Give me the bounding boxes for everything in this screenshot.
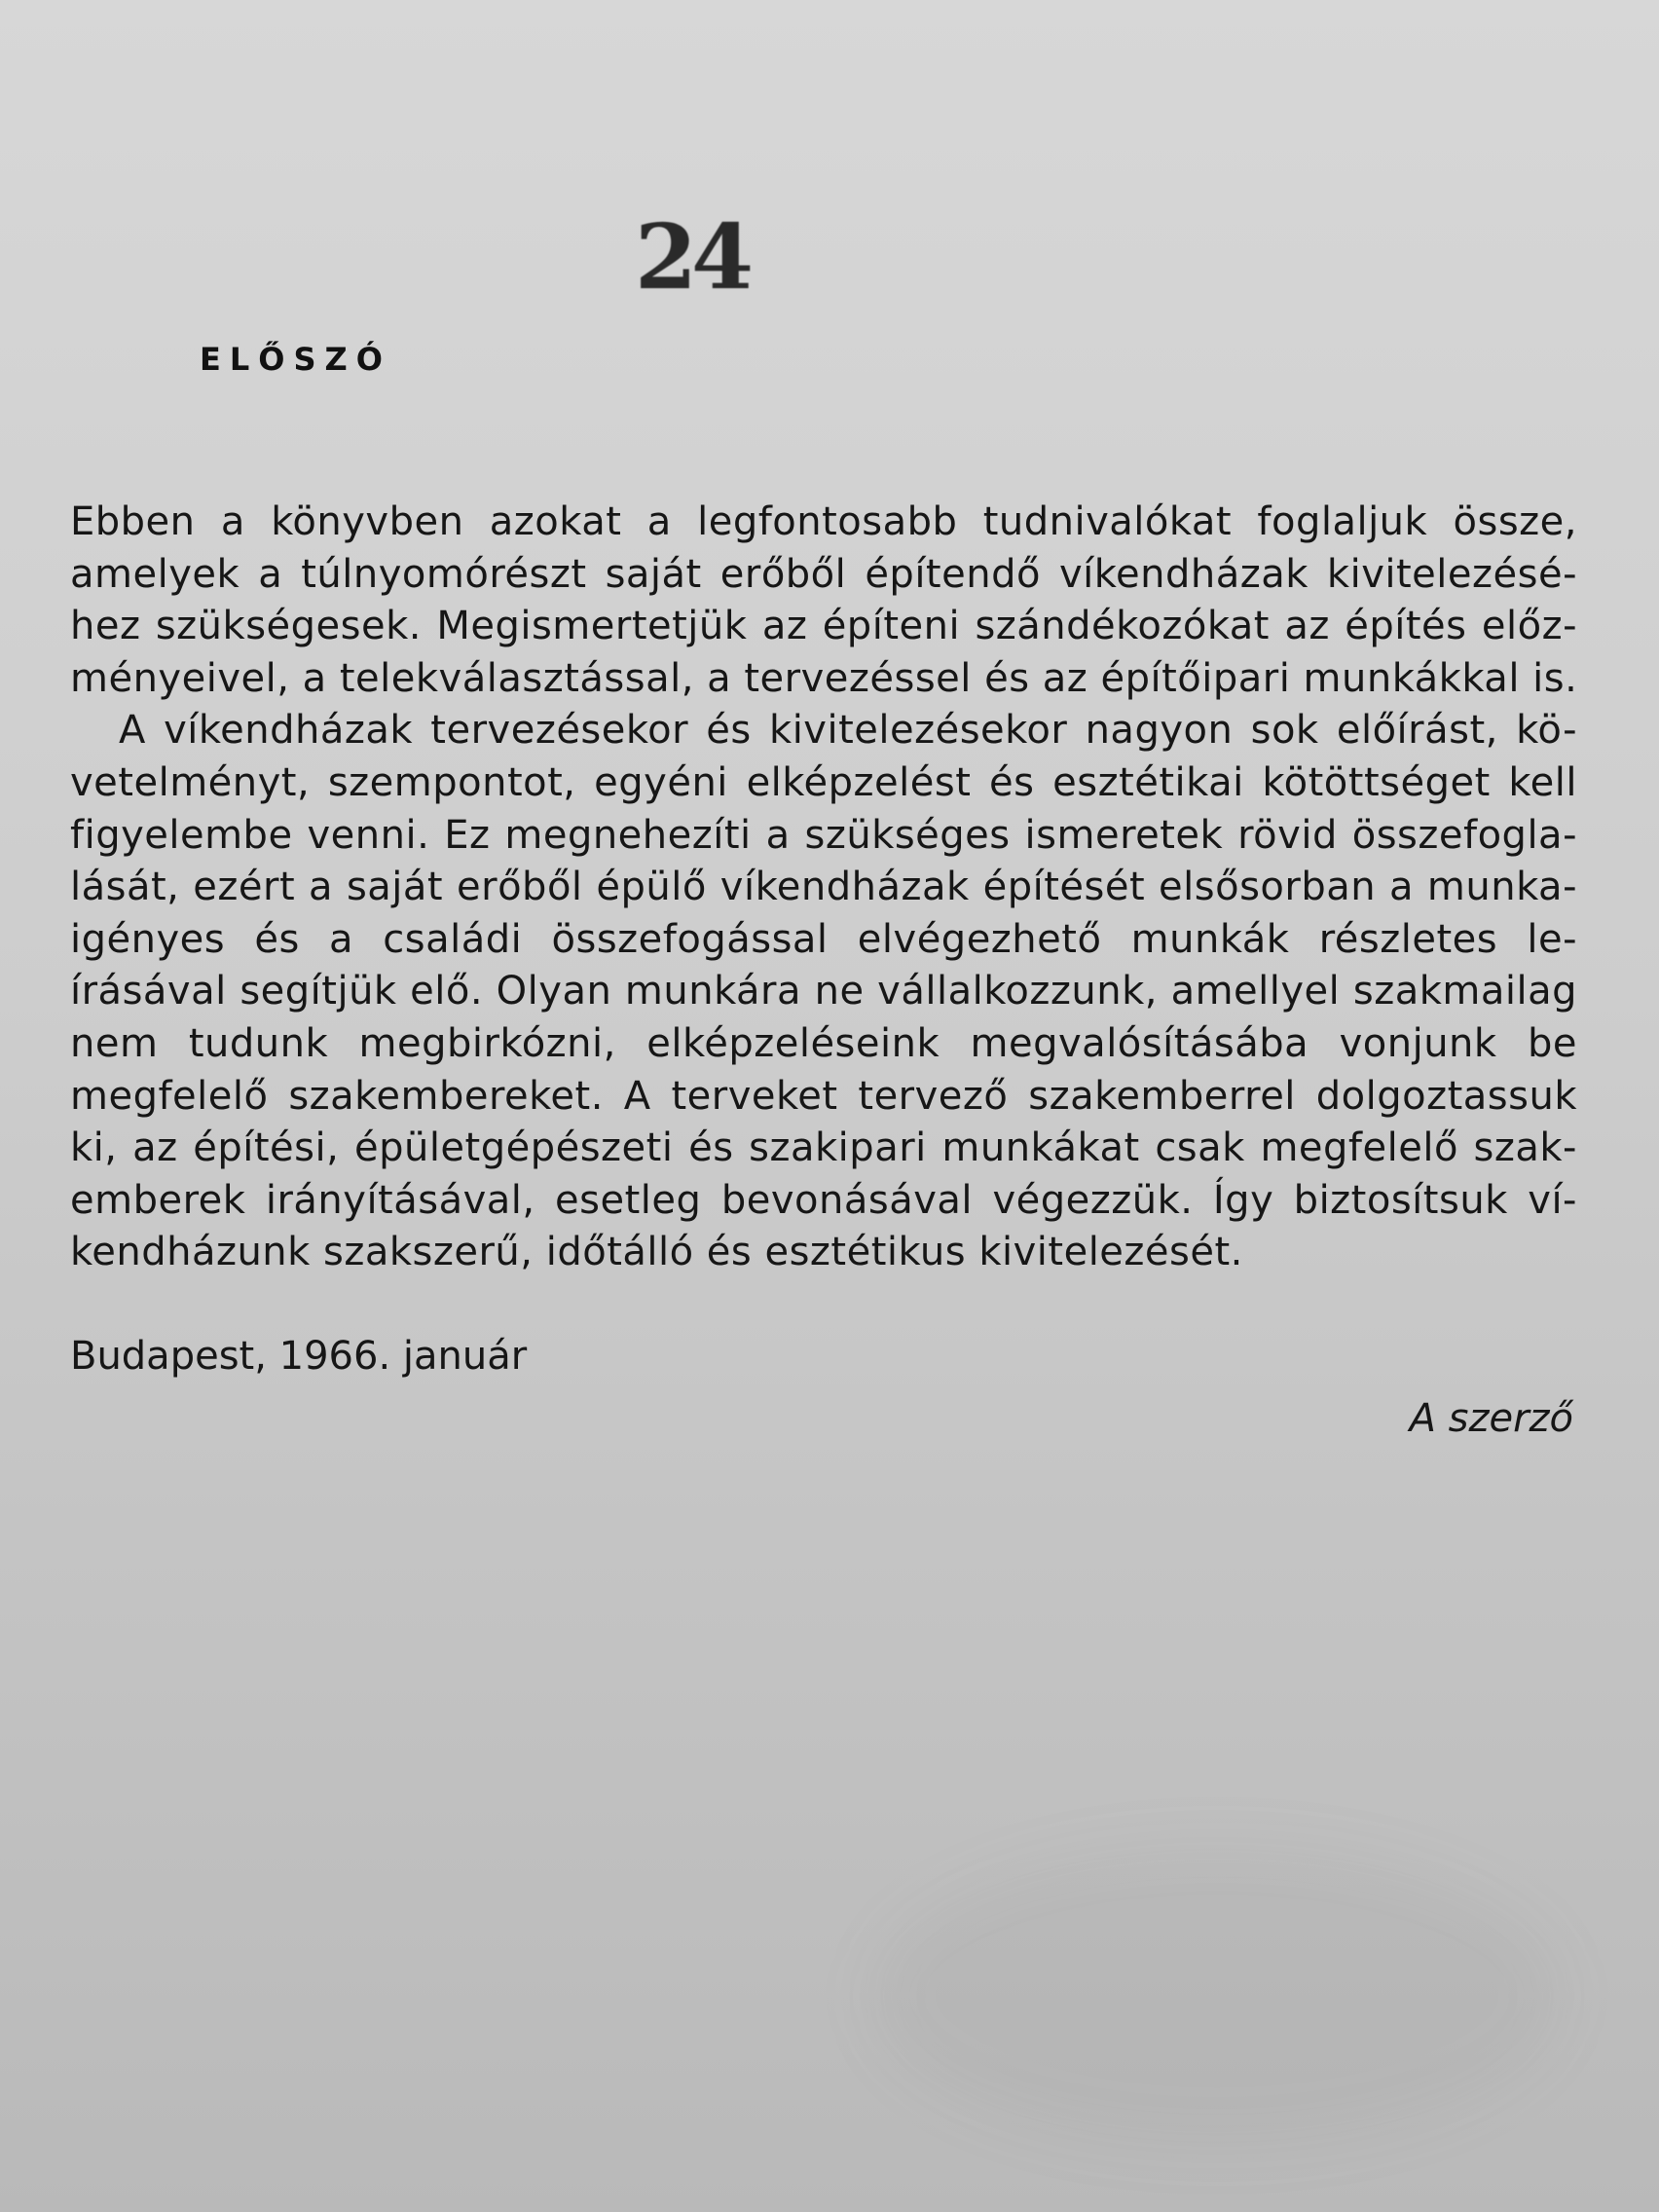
author-signature: A szerző	[1409, 1396, 1573, 1441]
background-smudge	[876, 1850, 1558, 2142]
body-line: nem tudunk megbirkózni, elképzeléseink megvalósításába vonjunk be	[70, 1020, 1577, 1066]
preface-body	[70, 497, 1577, 1279]
body-line: lását, ezért a saját erőből épülő víkendházak építését elsősorban a munka-	[70, 865, 1577, 910]
body-line: ki, az építési, épületgépészeti és szakipari munkákat csak megfelelő szak-	[70, 1125, 1577, 1171]
body-line: A víkendházak tervezésekor és kivitelezésekor nagyon sok előírást, kö-	[119, 708, 1577, 754]
body-line: ményeivel, a telekválasztással, a tervezéssel és az építőipari munkákkal is.	[70, 655, 1577, 701]
body-line: figyelembe venni. Ez megnehezíti a szükséges ismeretek rövid összefogla-	[70, 812, 1577, 858]
body-line: írásával segítjük elő. Olyan munkára ne vállalkozzunk, amellyel szakmailag	[70, 969, 1577, 1014]
place-and-date: Budapest, 1966. január	[70, 1334, 528, 1379]
body-line: amelyek a túlnyomórészt saját erőből építendő víkendházak kivitelezésé-	[70, 551, 1577, 597]
body-line: kendházunk szakszerű, időtálló és esztétikus kivitelezését.	[70, 1230, 1243, 1275]
body-line: hez szükségesek. Megismertetjük az építeni szándékozókat az építés előz-	[70, 604, 1577, 649]
body-line: Ebben a könyvben azokat a legfontosabb tudnivalókat foglaljuk össze,	[70, 499, 1577, 544]
page-number-stamp: 24	[635, 204, 749, 310]
body-line: igényes és a családi összefogással elvégezhető munkák részletes le-	[70, 916, 1577, 962]
section-heading: ELŐSZÓ	[200, 341, 391, 378]
body-line: megfelelő szakembereket. A terveket tervező szakemberrel dolgoztassuk	[70, 1073, 1577, 1119]
body-line: vetelményt, szempontot, egyéni elképzelést és esztétikai kötöttséget kell	[70, 759, 1577, 805]
body-line: emberek irányításával, esetleg bevonásával végezzük. Így biztosítsuk ví-	[70, 1177, 1577, 1223]
